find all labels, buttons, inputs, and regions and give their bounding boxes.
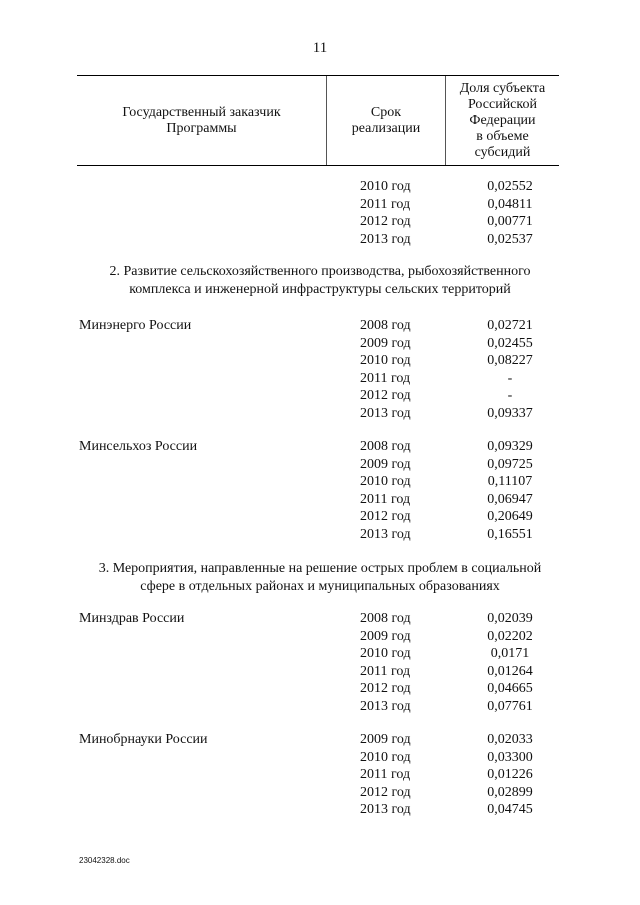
value-cell: 0,02039 — [487, 611, 533, 626]
table-row — [0, 352, 640, 370]
table-row — [0, 801, 640, 819]
table-row — [0, 196, 640, 214]
value-cell: 0,09337 — [487, 405, 533, 421]
value-cell: 0,02033 — [487, 732, 533, 747]
year-cell: 2012 год — [360, 509, 411, 524]
section-title — [70, 560, 570, 596]
section-title-line: 2. Развитие сельскохозяйственного производства, рыбохозяйственного — [109, 264, 531, 279]
year-cell: 2011 год — [360, 767, 411, 782]
year-cell: 2010 год — [360, 749, 411, 765]
year-cell: 2010 год — [360, 646, 411, 661]
value-cell: 0,09725 — [487, 456, 533, 472]
year-cell: 2009 год — [360, 732, 411, 747]
value-cell: 0,20649 — [487, 509, 533, 524]
year-cell: 2011 год — [360, 370, 411, 386]
table-row — [0, 749, 640, 767]
value-cell: 0,04665 — [487, 681, 533, 696]
agency-name: Минэнерго России — [79, 318, 192, 333]
table-row — [0, 645, 640, 663]
table-row — [0, 438, 640, 456]
header-share-line: Российской — [467, 96, 537, 112]
section-title — [70, 263, 570, 299]
value-cell: 0,11107 — [487, 474, 533, 489]
agency-group — [0, 731, 640, 819]
table-row — [0, 628, 640, 646]
value-cell: 0,16551 — [487, 526, 533, 542]
header-share-line: в объеме — [476, 128, 529, 144]
year-cell: 2008 год — [360, 439, 411, 454]
value-cell: 0,02537 — [487, 231, 533, 247]
year-cell: 2008 год — [360, 611, 411, 626]
header-period-line: Срок — [370, 104, 402, 120]
table-row — [0, 231, 640, 249]
header-share-line: Федерации — [469, 112, 536, 128]
table-row — [0, 610, 640, 628]
header-agency-line: Государственный заказчик — [122, 104, 281, 120]
header-share-line: Доля субъекта — [459, 80, 546, 96]
agency-group — [0, 178, 640, 248]
year-cell: 2012 год — [360, 214, 411, 229]
header-period-line: реализации — [351, 120, 421, 136]
year-cell: 2011 год — [360, 663, 411, 679]
year-cell: 2010 год — [360, 179, 411, 194]
agency-name: Минздрав России — [79, 611, 185, 626]
table-header — [77, 75, 559, 166]
value-cell: 0,04745 — [487, 802, 533, 817]
year-cell: 2013 год — [360, 405, 411, 421]
header-agency-line: Программы — [166, 120, 237, 136]
year-cell: 2012 год — [360, 784, 411, 800]
page-number: 11 — [312, 40, 328, 56]
year-cell: 2010 год — [360, 474, 411, 489]
value-cell: 0,0171 — [490, 646, 530, 661]
table-row — [0, 317, 640, 335]
value-cell: 0,04811 — [487, 196, 533, 212]
agency-group — [0, 610, 640, 715]
year-cell: 2011 год — [360, 196, 411, 212]
year-cell: 2009 год — [360, 628, 411, 644]
value-cell: 0,02899 — [487, 784, 533, 800]
table-row — [0, 526, 640, 544]
table-row — [0, 698, 640, 716]
agency-group — [0, 438, 640, 543]
year-cell: 2013 год — [360, 698, 411, 714]
section-title-line: комплекса и инженерной инфраструктуры сельских территорий — [129, 282, 511, 297]
table-row — [0, 663, 640, 681]
value-cell: - — [507, 370, 513, 386]
table-row — [0, 405, 640, 423]
table-row — [0, 473, 640, 491]
table-row — [0, 178, 640, 196]
value-cell: 0,00771 — [487, 214, 533, 229]
header-share — [446, 76, 559, 165]
value-cell: 0,02552 — [487, 179, 533, 194]
table-row — [0, 387, 640, 405]
section-title-line: 3. Мероприятия, направленные на решение острых проблем в социальной — [98, 561, 542, 576]
agency-name: Минсельхоз России — [79, 439, 198, 454]
value-cell: - — [507, 388, 513, 403]
value-cell: 0,02455 — [487, 335, 533, 351]
year-cell: 2012 год — [360, 388, 411, 403]
value-cell: 0,09329 — [487, 439, 533, 454]
table-row — [0, 784, 640, 802]
value-cell: 0,03300 — [487, 749, 533, 765]
year-cell: 2011 год — [360, 491, 411, 507]
table-row — [0, 731, 640, 749]
table-row — [0, 335, 640, 353]
table-row — [0, 508, 640, 526]
year-cell: 2013 год — [360, 802, 411, 817]
agency-name: Минобрнауки России — [79, 732, 208, 747]
document-filename: 23042328.doc — [79, 856, 130, 865]
value-cell: 0,07761 — [487, 698, 533, 714]
year-cell: 2008 год — [360, 318, 411, 333]
year-cell: 2009 год — [360, 456, 411, 472]
table-row — [0, 766, 640, 784]
value-cell: 0,01264 — [487, 663, 533, 679]
table-row — [0, 370, 640, 388]
section-title-line: сфере в отдельных районах и муниципальных образованиях — [140, 579, 500, 594]
header-period — [326, 76, 446, 165]
year-cell: 2009 год — [360, 335, 411, 351]
table-row — [0, 456, 640, 474]
year-cell: 2012 год — [360, 681, 411, 696]
agency-group — [0, 317, 640, 422]
year-cell: 2010 год — [360, 353, 411, 368]
value-cell: 0,06947 — [487, 491, 533, 507]
value-cell: 0,01226 — [487, 767, 533, 782]
table-row — [0, 491, 640, 509]
header-share-line: субсидий — [474, 144, 531, 160]
value-cell: 0,02721 — [487, 318, 533, 333]
year-cell: 2013 год — [360, 231, 411, 247]
value-cell: 0,08227 — [487, 353, 533, 368]
table-row — [0, 680, 640, 698]
year-cell: 2013 год — [360, 526, 411, 542]
value-cell: 0,02202 — [487, 628, 533, 644]
table-row — [0, 213, 640, 231]
header-agency — [77, 76, 326, 165]
